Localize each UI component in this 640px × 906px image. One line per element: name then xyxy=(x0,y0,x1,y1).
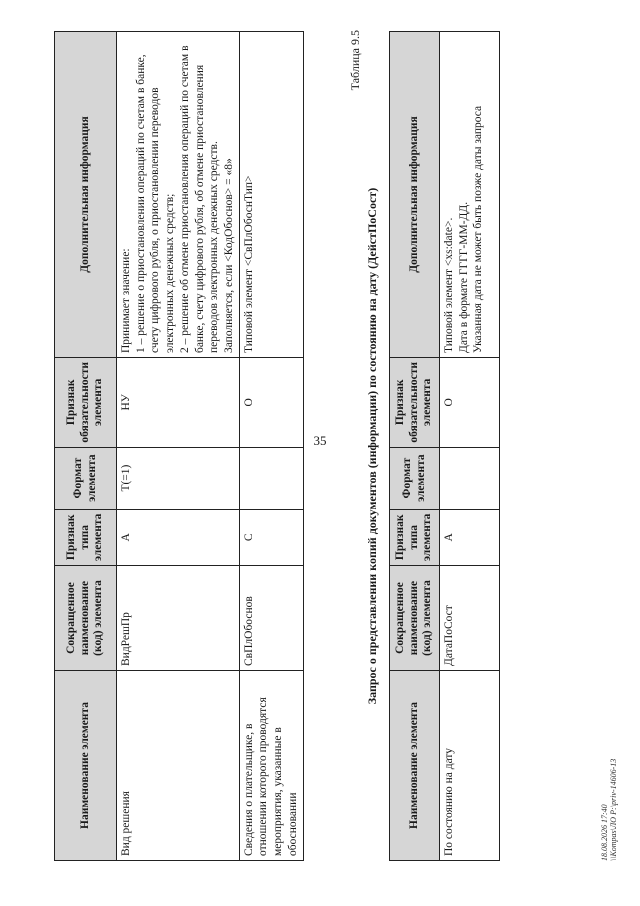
cell-name: Вид решения xyxy=(117,671,240,861)
cell-type: С xyxy=(239,509,303,565)
info-line: Типовой элемент <СвПлОбоснТип> xyxy=(242,175,255,354)
info-line: Указанная дата не может быть позже даты запроса xyxy=(472,105,485,354)
cell-info xyxy=(440,32,500,358)
cell-info xyxy=(239,32,303,358)
elements-table-top xyxy=(54,31,304,861)
cell-required: О xyxy=(440,358,500,448)
header-format: Формат элемента xyxy=(55,447,117,509)
header-info: Дополнительная информация xyxy=(390,32,440,358)
cell-type: А xyxy=(117,509,240,565)
cell-name: По состоянию на дату xyxy=(440,671,500,861)
header-name: Наименование элемента xyxy=(390,671,440,861)
table-title: Запрос о представлении копий документов (информации) по состоянию на дату (ДейстПоСост) xyxy=(365,187,379,705)
info-line: Заполняется, если <КодОбоснов> = «8» xyxy=(223,158,236,354)
page-number: 35 xyxy=(313,433,327,448)
footer-stamp xyxy=(600,759,618,861)
table-row xyxy=(239,32,303,861)
table-row xyxy=(440,32,500,861)
footer-date: 18.08.2026 17:40 xyxy=(600,804,609,861)
cell-code: ВидРешПр xyxy=(117,566,240,671)
header-code: Сокращенное наименование (код) элемента xyxy=(55,566,117,671)
info-line: Типовой элемент <xs:date>. xyxy=(443,217,455,354)
cell-required: О xyxy=(239,358,303,448)
header-type: Признак типа элемента xyxy=(390,509,440,565)
cell-code: СвПлОбоснов xyxy=(239,566,303,671)
cell-format xyxy=(440,447,500,509)
header-format: Формат элемента xyxy=(390,447,440,509)
header-name: Наименование элемента xyxy=(55,671,117,861)
header-required: Признак обязательности элемента xyxy=(55,358,117,448)
info-line: 1 – решение о приостановлении операций по счетам в банке, счету цифрового рубля, о приостановлении переводов электронных денежных средств; xyxy=(134,54,177,354)
info-line: Дата в формате ГГГГ-ММ-ДД. xyxy=(457,201,470,354)
elements-table-bottom xyxy=(389,31,500,861)
footer-path: \\Kompas\ЛО Р:\priv-14606-13 xyxy=(609,758,619,861)
header-code: Сокращенное наименование (код) элемента xyxy=(390,566,440,671)
table-header-row xyxy=(55,32,117,861)
cell-name: Сведения о плательщике, в отношении которого проводятся мероприятия, указанные в обосновании xyxy=(239,671,303,861)
header-required: Признак обязательности элемента xyxy=(390,358,440,448)
table-label: Таблица 9.5 xyxy=(348,30,362,91)
cell-type: А xyxy=(440,509,500,565)
cell-format: Т(=1) xyxy=(117,447,240,509)
table-row xyxy=(117,32,240,861)
info-line: 2 – решение об отмене приостановления операций по счетам в банке, счету цифрового рубля, об отмене приостановления переводов электронных денежных средств. xyxy=(178,45,221,354)
info-line: Принимает значение: xyxy=(120,248,132,354)
cell-required: НУ xyxy=(117,358,240,448)
cell-info xyxy=(117,32,240,358)
header-info: Дополнительная информация xyxy=(55,32,117,358)
cell-format xyxy=(239,447,303,509)
table-header-row xyxy=(390,32,440,861)
cell-code: ДатаПоСост xyxy=(440,566,500,671)
header-type: Признак типа элемента xyxy=(55,509,117,565)
